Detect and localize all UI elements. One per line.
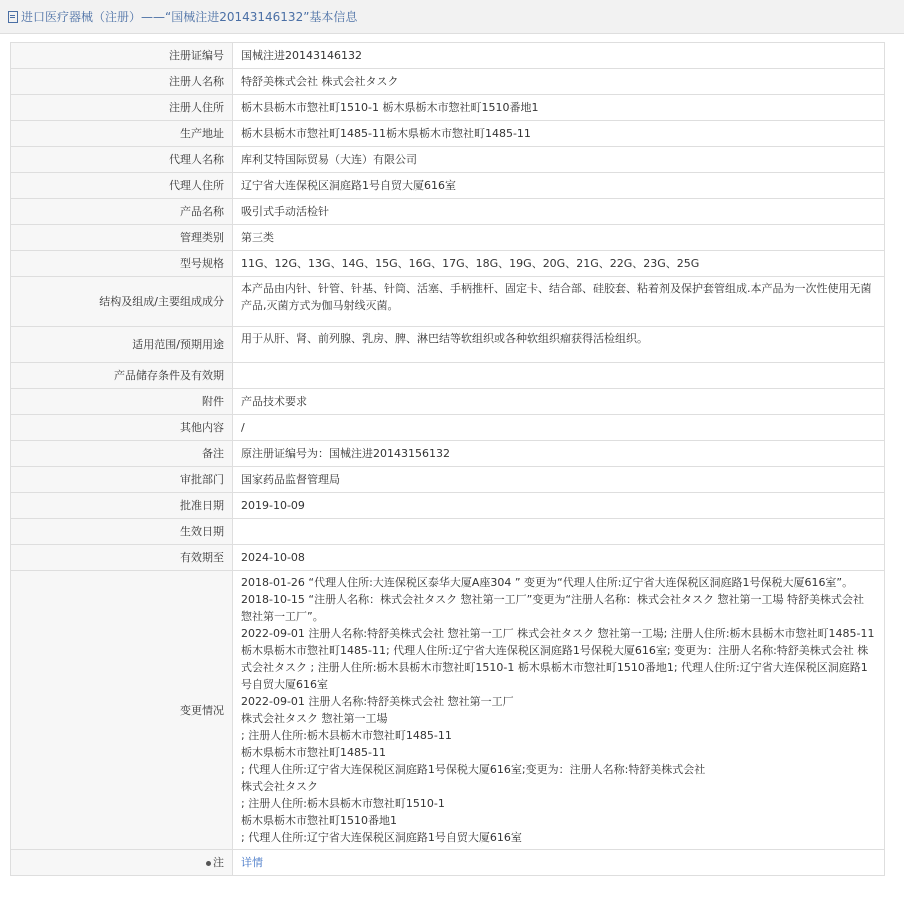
production-address: 栃木县栃木市惣社町1485-11栃木県栃木市惣社町1485-11 xyxy=(233,121,885,147)
table-row xyxy=(11,277,885,327)
row-label: 代理人名称 xyxy=(11,147,233,173)
row-label: 有效期至 xyxy=(11,545,233,571)
page-title-bar xyxy=(0,0,904,34)
attachment: 产品技术要求 xyxy=(233,389,885,415)
change-entry: ; 代理人住所:辽宁省大连保税区洞庭路1号自贸大厦616室 xyxy=(241,831,522,844)
row-label: 变更情况 xyxy=(11,571,233,850)
row-label: 结构及组成/主要组成成分 xyxy=(11,277,233,327)
change-entry: 2022-09-01 注册人名称:特舒美株式会社 惣社第一工厂 株式会社タスク 惣社第一工場; 注册人住所:栃木县栃木市惣社町1485-11 栃木県栃木市惣社町1485-11; 代理人住所:辽宁省大连保税区洞庭路1号保税大厦616室; 变更为：注册人名称:特舒美株式会社 株式会社タスク ; 注册人住所:栃木县栃木市惣社町1510-1 栃木県栃木市惣社町1510番地1; 代理人住所:辽宁省大连保税区洞庭路1号自贸大厦616室 xyxy=(241,627,875,691)
agent-name: 库利艾特国际贸易（大连）有限公司 xyxy=(233,147,885,173)
table-row xyxy=(11,571,885,850)
change-entry: 2018-01-26 “代理人住所:大连保税区泰华大厦A座304 ” 变更为“代理人住所:辽宁省大连保税区洞庭路1号保税大厦616室”。 xyxy=(241,576,854,589)
table-row xyxy=(11,327,885,363)
table-row xyxy=(11,467,885,493)
structure-composition: 本产品由内针、针管、针基、针筒、活塞、手柄推杆、固定卡、结合部、硅胶套、粘着剂及保护套管组成.本产品为一次性使用无菌产品,灭菌方式为伽马射线灭菌。 xyxy=(233,277,885,327)
table-row xyxy=(11,415,885,441)
row-label: 备注 xyxy=(11,441,233,467)
row-label: 生效日期 xyxy=(11,519,233,545)
note-cell xyxy=(233,850,885,876)
change-entry: ; 注册人住所:栃木县栃木市惣社町1485-11 xyxy=(241,729,452,742)
table-row xyxy=(11,173,885,199)
registrant-address: 栃木县栃木市惣社町1510-1 栃木県栃木市惣社町1510番地1 xyxy=(233,95,885,121)
pin-icon xyxy=(206,861,211,866)
change-entry: 栃木県栃木市惣社町1510番地1 xyxy=(241,814,397,827)
row-label: 管理类别 xyxy=(11,225,233,251)
note-label: 注 xyxy=(213,856,224,869)
change-entry: 株式会社タスク 惣社第一工場 xyxy=(241,712,388,725)
table-row xyxy=(11,121,885,147)
table-row xyxy=(11,251,885,277)
table-row xyxy=(11,95,885,121)
table-row xyxy=(11,199,885,225)
approval-date: 2019-10-09 xyxy=(233,493,885,519)
row-label: 注册人名称 xyxy=(11,69,233,95)
agent-address: 辽宁省大连保税区洞庭路1号自贸大厦616室 xyxy=(233,173,885,199)
table-row xyxy=(11,363,885,389)
product-name: 吸引式手动活检针 xyxy=(233,199,885,225)
table-row xyxy=(11,389,885,415)
intended-use: 用于从肝、肾、前列腺、乳房、脾、淋巴结等软组织或各种软组织瘤获得活检组织。 xyxy=(233,327,885,363)
management-category: 第三类 xyxy=(233,225,885,251)
expiry-date: 2024-10-08 xyxy=(233,545,885,571)
details-link[interactable]: 详情 xyxy=(241,856,263,869)
row-label: 适用范围/预期用途 xyxy=(11,327,233,363)
document-icon xyxy=(8,11,18,23)
change-entry: 2022-09-01 注册人名称:特舒美株式会社 惣社第一工厂 xyxy=(241,695,514,708)
table-row xyxy=(11,519,885,545)
row-label: 注册人住所 xyxy=(11,95,233,121)
table-row xyxy=(11,493,885,519)
table-row xyxy=(11,545,885,571)
row-label: 生产地址 xyxy=(11,121,233,147)
change-entry: 株式会社タスク xyxy=(241,780,318,793)
registrant-name: 特舒美株式会社 株式会社タスク xyxy=(233,69,885,95)
change-entry: ; 代理人住所:辽宁省大连保税区洞庭路1号保税大厦616室;变更为：注册人名称:特舒美株式会社 xyxy=(241,763,706,776)
row-label: 产品名称 xyxy=(11,199,233,225)
table-row xyxy=(11,441,885,467)
device-info-table xyxy=(10,42,885,876)
table-row xyxy=(11,147,885,173)
approval-department: 国家药品监督管理局 xyxy=(233,467,885,493)
change-history xyxy=(233,571,885,850)
row-label: 产品储存条件及有效期 xyxy=(11,363,233,389)
row-label: 其他内容 xyxy=(11,415,233,441)
row-label: 型号规格 xyxy=(11,251,233,277)
storage-conditions xyxy=(233,363,885,389)
page-title: 进口医疗器械（注册）——“国械注进20143146132”基本信息 xyxy=(21,10,358,24)
table-row xyxy=(11,225,885,251)
row-label: 批准日期 xyxy=(11,493,233,519)
row-label: 附件 xyxy=(11,389,233,415)
change-entry: ; 注册人住所:栃木县栃木市惣社町1510-1 xyxy=(241,797,445,810)
row-label: 代理人住所 xyxy=(11,173,233,199)
note-label-cell xyxy=(11,850,233,876)
table-row xyxy=(11,850,885,876)
model-spec: 11G、12G、13G、14G、15G、16G、17G、18G、19G、20G、21G、22G、23G、25G xyxy=(233,251,885,277)
remarks: 原注册证编号为：国械注进20143156132 xyxy=(233,441,885,467)
table-row xyxy=(11,69,885,95)
row-label: 注册证编号 xyxy=(11,43,233,69)
other-content: / xyxy=(233,415,885,441)
registration-number: 国械注进20143146132 xyxy=(233,43,885,69)
effective-date xyxy=(233,519,885,545)
row-label: 审批部门 xyxy=(11,467,233,493)
change-entry: 栃木県栃木市惣社町1485-11 xyxy=(241,746,386,759)
table-row xyxy=(11,43,885,69)
change-entry: 2018-10-15 “注册人名称：株式会社タスク 惣社第一工厂”变更为“注册人名称：株式会社タスク 惣社第一工場 特舒美株式会社 惣社第一工厂”。 xyxy=(241,593,865,623)
